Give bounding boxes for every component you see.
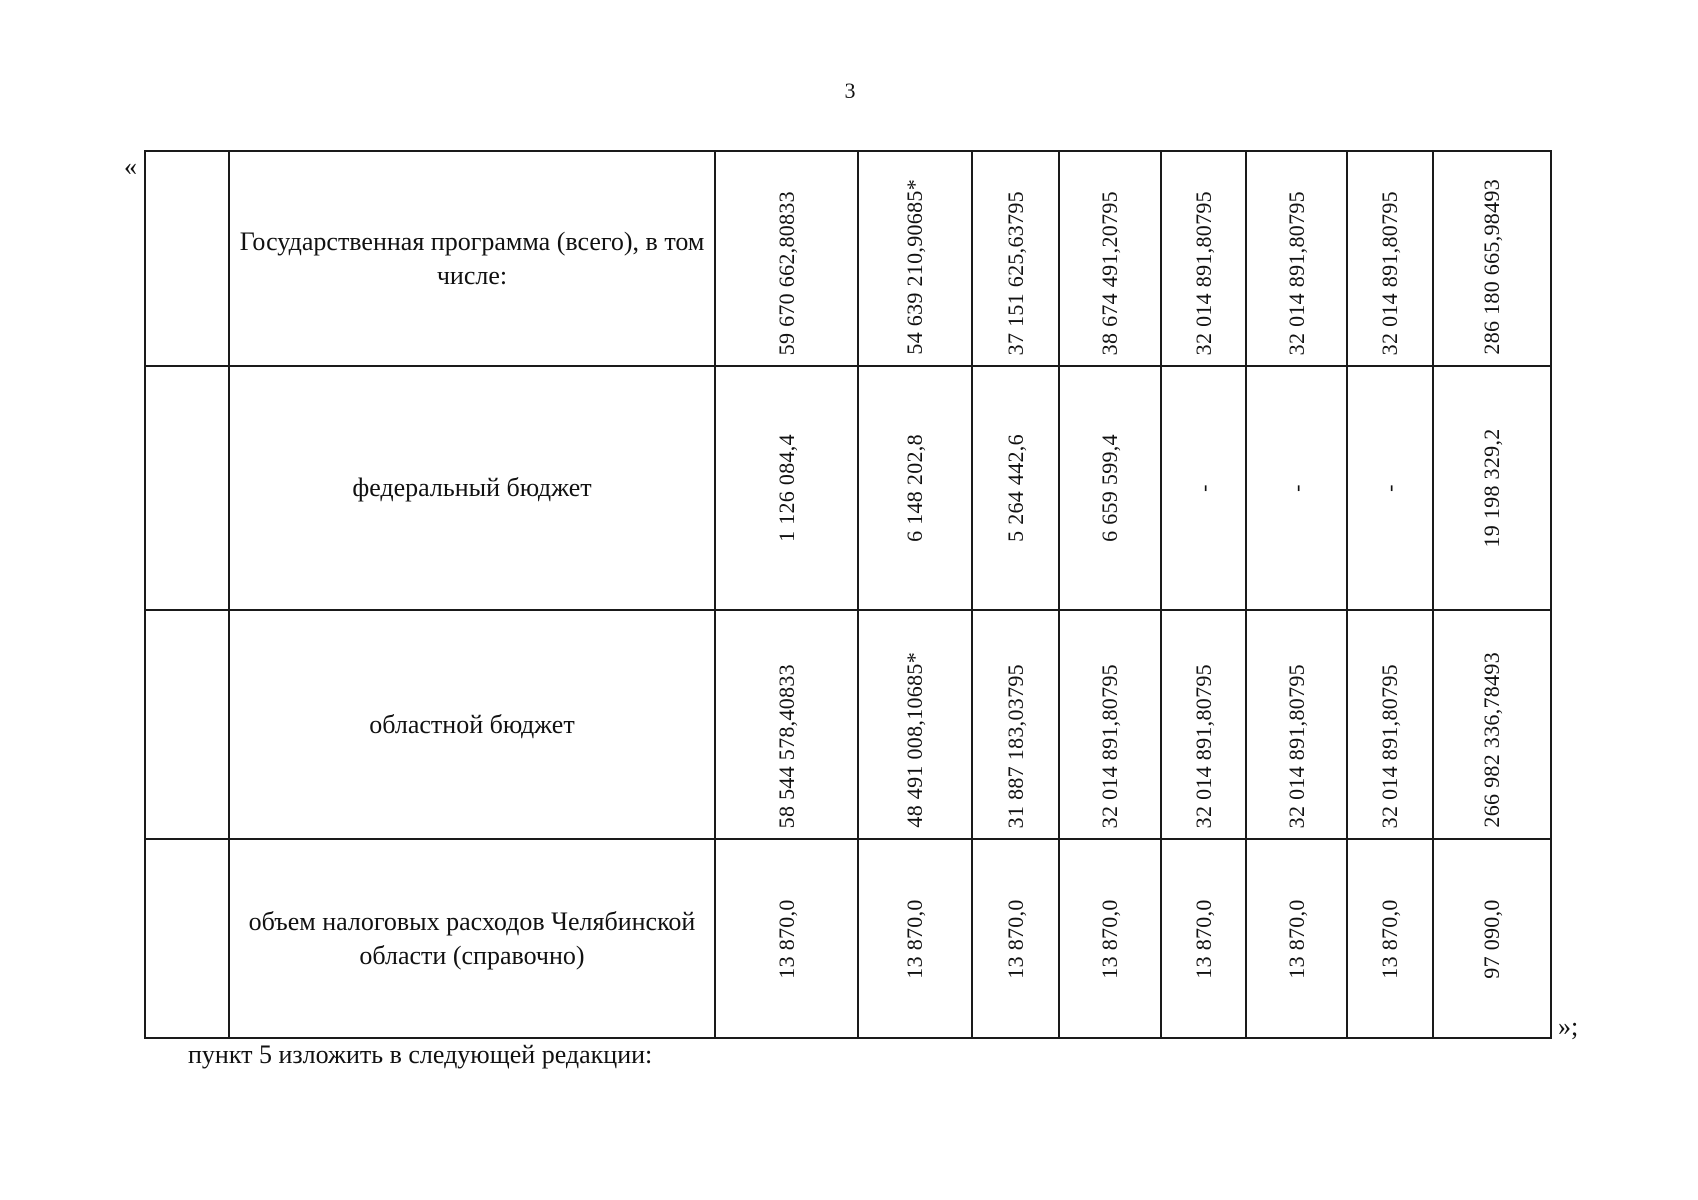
cell-value: 286 180 665,98493 bbox=[1479, 179, 1504, 355]
table-row-federal-budget bbox=[145, 366, 1551, 610]
value-cell bbox=[858, 839, 972, 1038]
value-cell bbox=[1246, 839, 1347, 1038]
value-cell bbox=[858, 151, 972, 366]
value-cell bbox=[858, 366, 972, 610]
cell-value: 32 014 891,80795 bbox=[1283, 663, 1309, 828]
cell-value: 13 870,0 bbox=[1002, 898, 1028, 979]
value-cell bbox=[1433, 151, 1551, 366]
row-index-cell bbox=[145, 610, 229, 839]
value-cell bbox=[1059, 839, 1161, 1038]
value-cell bbox=[1161, 151, 1246, 366]
cell-value: 32 014 891,80795 bbox=[1097, 663, 1122, 828]
row-label-tax-expenditures: объем налоговых расходов Челябинской области (справочно) bbox=[229, 839, 715, 1038]
cell-value: 32 014 891,80795 bbox=[1190, 663, 1216, 828]
value-cell bbox=[972, 610, 1059, 839]
closing-quote-mark: »; bbox=[1558, 1012, 1579, 1041]
page-number: 3 bbox=[844, 78, 856, 103]
row-label-federal-budget: федеральный бюджет bbox=[229, 366, 715, 610]
budget-table bbox=[144, 150, 1552, 1039]
cell-value: 32 014 891,80795 bbox=[1377, 190, 1402, 355]
cell-value: - bbox=[1283, 484, 1309, 492]
value-cell bbox=[858, 610, 972, 839]
cell-value: 5 264 442,6 bbox=[1002, 434, 1028, 542]
value-cell bbox=[972, 839, 1059, 1038]
cell-value: 13 870,0 bbox=[1283, 898, 1309, 979]
value-cell bbox=[1433, 610, 1551, 839]
cell-value: 266 982 336,78493 bbox=[1479, 652, 1504, 828]
cell-value: 13 870,0 bbox=[902, 898, 927, 979]
row-index-cell bbox=[145, 366, 229, 610]
cell-value: 13 870,0 bbox=[1097, 898, 1122, 979]
row-label-regional-budget: областной бюджет bbox=[229, 610, 715, 839]
cell-value: 97 090,0 bbox=[1479, 898, 1504, 979]
value-cell bbox=[715, 610, 858, 839]
value-cell bbox=[1433, 839, 1551, 1038]
cell-value: 38 674 491,20795 bbox=[1097, 190, 1122, 355]
row-label-program-total: Государственная программа (всего), в том числе: bbox=[229, 151, 715, 366]
cell-value: - bbox=[1377, 484, 1402, 492]
opening-quote-mark: « bbox=[124, 152, 137, 181]
value-cell bbox=[972, 151, 1059, 366]
value-cell bbox=[1246, 366, 1347, 610]
row-index-cell bbox=[145, 151, 229, 366]
value-cell bbox=[1246, 610, 1347, 839]
value-cell bbox=[1433, 366, 1551, 610]
cell-value: 13 870,0 bbox=[773, 898, 799, 979]
cell-value: 31 887 183,03795 bbox=[1002, 663, 1028, 828]
value-cell bbox=[1347, 839, 1433, 1038]
row-index-cell bbox=[145, 839, 229, 1038]
value-cell bbox=[1161, 366, 1246, 610]
cell-value: 54 639 210,90685* bbox=[902, 179, 927, 355]
value-cell bbox=[972, 366, 1059, 610]
cell-value: 32 014 891,80795 bbox=[1377, 663, 1402, 828]
table-row-tax-expenditures bbox=[145, 839, 1551, 1038]
cell-value: - bbox=[1190, 484, 1216, 492]
cell-value: 48 491 008,10685* bbox=[902, 652, 927, 828]
value-cell bbox=[1059, 151, 1161, 366]
value-cell bbox=[1246, 151, 1347, 366]
value-cell bbox=[1347, 151, 1433, 366]
cell-value: 6 659 599,4 bbox=[1097, 434, 1122, 542]
amendment-instruction-text: пункт 5 изложить в следующей редакции: bbox=[188, 1040, 653, 1069]
cell-value: 6 148 202,8 bbox=[902, 434, 927, 542]
cell-value: 13 870,0 bbox=[1190, 898, 1216, 979]
value-cell bbox=[715, 839, 858, 1038]
table-row-program-total bbox=[145, 151, 1551, 366]
value-cell bbox=[1059, 366, 1161, 610]
value-cell bbox=[1161, 610, 1246, 839]
cell-value: 19 198 329,2 bbox=[1479, 428, 1504, 548]
cell-value: 59 670 662,80833 bbox=[773, 190, 799, 355]
cell-value: 58 544 578,40833 bbox=[773, 663, 799, 828]
value-cell bbox=[1059, 610, 1161, 839]
value-cell bbox=[715, 151, 858, 366]
cell-value: 13 870,0 bbox=[1377, 898, 1402, 979]
value-cell bbox=[1161, 839, 1246, 1038]
table-row-regional-budget bbox=[145, 610, 1551, 839]
value-cell bbox=[715, 366, 858, 610]
value-cell bbox=[1347, 366, 1433, 610]
cell-value: 32 014 891,80795 bbox=[1190, 190, 1216, 355]
cell-value: 1 126 084,4 bbox=[773, 434, 799, 542]
value-cell bbox=[1347, 610, 1433, 839]
cell-value: 32 014 891,80795 bbox=[1283, 190, 1309, 355]
cell-value: 37 151 625,63795 bbox=[1002, 190, 1028, 355]
